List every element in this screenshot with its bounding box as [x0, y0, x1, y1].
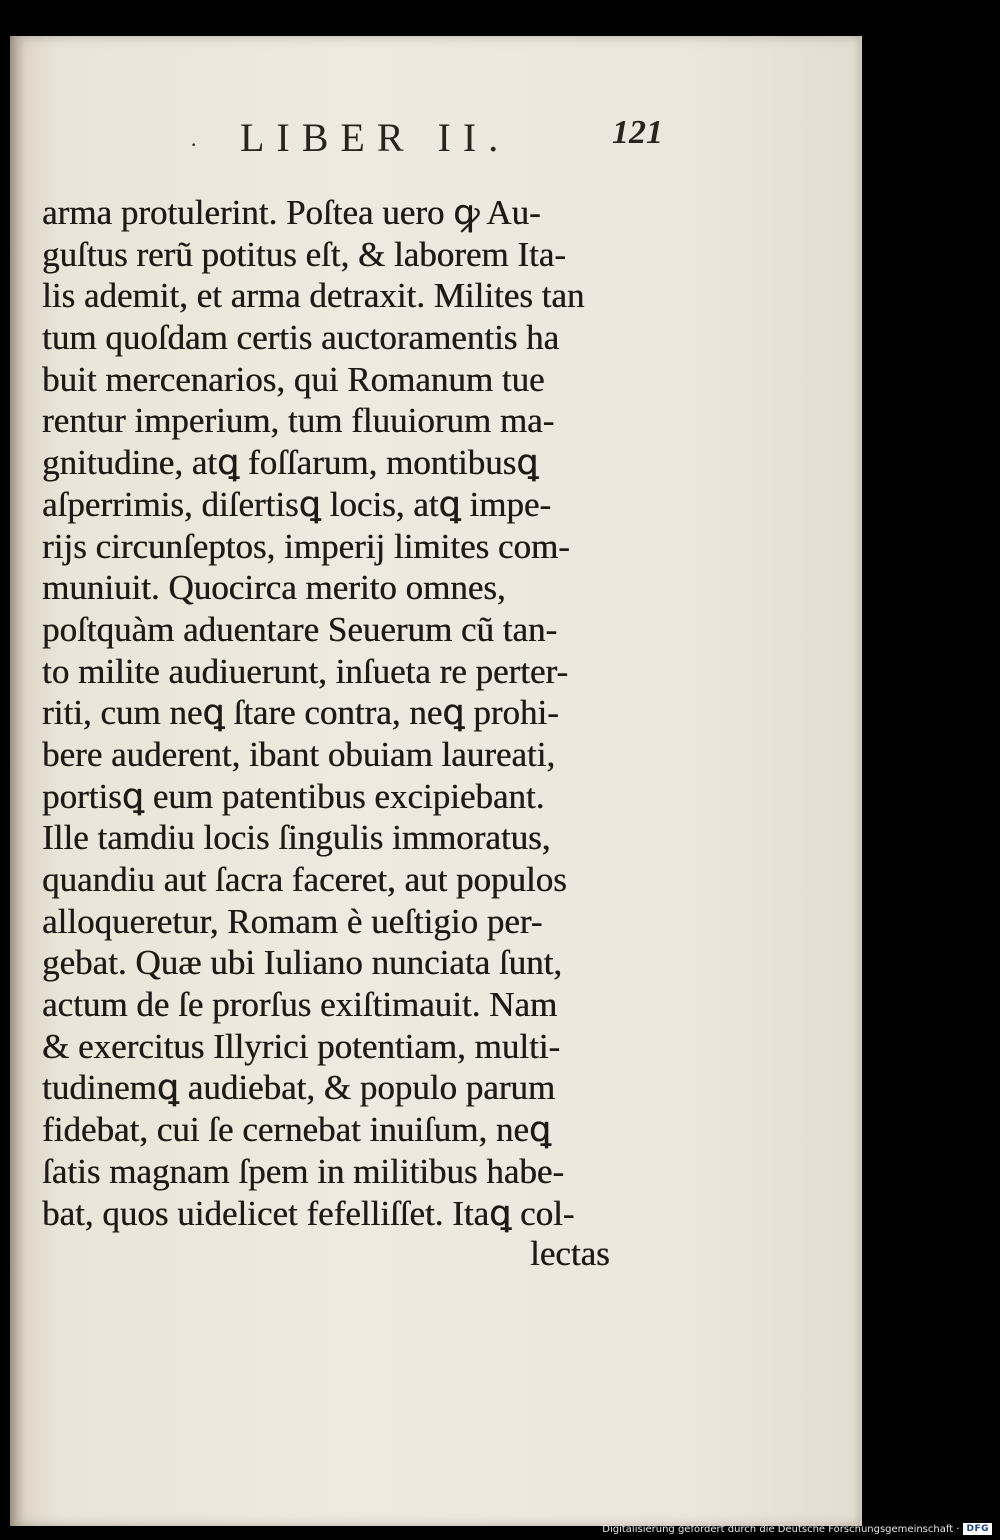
running-head [40, 114, 663, 174]
digitization-footer [602, 1520, 992, 1538]
text-line: fidebat, cui ſe cernebat inuiſum, neꝗ [42, 1110, 552, 1150]
body-text [42, 192, 652, 1234]
text-line: Ille tamdiu locis ſingulis immoratus, [42, 818, 551, 858]
text-line: portisꝗ eum patentibus excipiebant. [42, 776, 545, 816]
running-head-mark: · [190, 132, 198, 157]
dfg-logo: DFG [963, 1523, 992, 1535]
text-line: gnitudine, atꝗ foſſarum, montibusꝗ [42, 443, 539, 483]
text-line: poſtquàm aduentare Seuerum cũ tan- [42, 609, 558, 649]
text-line: alloqueretur, Romam è ueſtigio per- [42, 901, 543, 941]
text-line: ſatis magnam ſpem in militibus habe- [42, 1151, 564, 1191]
text-line: arma protulerint. Poſtea uero ꝙ Au- [42, 193, 541, 232]
text-line: actum de ſe prorſus exiſtimauit. Nam [42, 985, 558, 1025]
page-number: 121 [612, 114, 663, 151]
text-line: riti, cum neꝗ ſtare contra, neꝗ prohi- [42, 693, 559, 733]
text-line: to milite audiuerunt, inſueta re perter- [42, 651, 569, 691]
text-line: rijs circunſeptos, imperij limites com- [42, 526, 570, 566]
text-line: quandiu aut ſacra faceret, aut populos [42, 860, 567, 899]
text-line: bere auderent, ibant obuiam laureati, [42, 734, 556, 774]
text-line: buit mercenarios, qui Romanum tue [42, 359, 545, 399]
text-line: & exercitus Illyrici potentiam, multi- [42, 1026, 561, 1066]
text-line: lis ademit, et arma detraxit. Milites tan [42, 276, 585, 316]
text-line: bat, quos uidelicet fefelliſſet. Itaꝗ col- [42, 1193, 575, 1233]
book-page [10, 36, 862, 1526]
text-line: tum quoſdam certis auctoramentis ha [42, 318, 560, 358]
text-line: guſtus rerũ potitus eſt, & laborem Ita- [42, 234, 566, 274]
funding-credit: Digitalisierung gefördert durch die Deutsche Forschungsgemeinschaft · [602, 1523, 960, 1535]
running-head-title: LIBER II. [240, 115, 511, 160]
text-line: tudinemꝗ audiebat, & populo parum [42, 1068, 556, 1108]
text-line: muniuit. Quocirca merito omnes, [42, 568, 506, 608]
text-line: gebat. Quæ ubi Iuliano nunciata ſunt, [42, 943, 563, 983]
catchword: lectas [530, 1234, 610, 1273]
text-line: aſperrimis, diſertisꝗ locis, atꝗ impe- [42, 484, 552, 524]
text-line: rentur imperium, tum fluuiorum ma- [42, 401, 555, 441]
